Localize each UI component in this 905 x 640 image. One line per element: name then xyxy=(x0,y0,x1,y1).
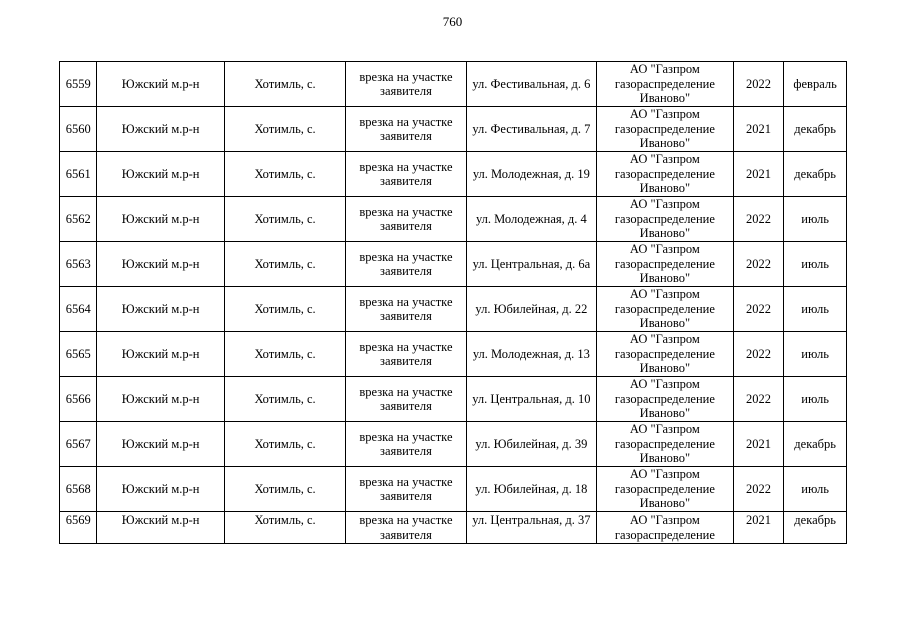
record-number-cell-text: 6559 xyxy=(65,76,91,91)
year-cell xyxy=(733,107,784,152)
locality-cell xyxy=(224,512,345,544)
record-number-cell-text: 6566 xyxy=(65,391,91,406)
year-cell xyxy=(733,512,784,544)
organization-cell-text: АО "Газпром газораспределение Иваново" xyxy=(614,287,715,331)
connection-type-cell-text: врезка на участке заявителя xyxy=(359,114,453,143)
district-cell xyxy=(97,377,224,422)
month-cell-text: февраль xyxy=(793,76,837,91)
address-cell xyxy=(466,512,596,544)
record-number-cell-text: 6561 xyxy=(65,166,91,181)
month-cell-text: июль xyxy=(801,301,829,316)
year-cell xyxy=(733,62,784,107)
organization-cell-text: АО "Газпром газораспределение xyxy=(614,513,715,542)
organization-cell xyxy=(597,422,734,467)
record-number-cell xyxy=(60,377,97,422)
year-cell xyxy=(733,287,784,332)
year-cell xyxy=(733,152,784,197)
record-number-cell xyxy=(60,62,97,107)
connection-type-cell-text: врезка на участке заявителя xyxy=(359,429,453,458)
district-cell-text: Южский м.р-н xyxy=(121,513,200,527)
district-cell-text: Южский м.р-н xyxy=(121,211,200,226)
record-number-cell xyxy=(60,422,97,467)
record-number-cell xyxy=(60,332,97,377)
district-cell xyxy=(97,467,224,512)
record-number-cell-text: 6568 xyxy=(65,481,91,496)
year-cell-text: 2021 xyxy=(745,121,771,136)
connection-type-cell-text: врезка на участке заявителя xyxy=(359,384,453,413)
district-cell xyxy=(97,107,224,152)
district-cell-text: Южский м.р-н xyxy=(121,346,200,361)
record-number-cell xyxy=(60,152,97,197)
connection-type-cell xyxy=(346,467,466,512)
address-cell-text: ул. Юбилейная, д. 18 xyxy=(475,481,588,496)
connection-type-cell xyxy=(346,332,466,377)
year-cell xyxy=(733,242,784,287)
locality-cell-text: Хотимль, с. xyxy=(254,346,316,361)
month-cell-text: июль xyxy=(801,211,829,226)
connection-type-cell-text: врезка на участке заявителя xyxy=(359,474,453,503)
locality-cell xyxy=(224,197,345,242)
organization-cell-text: АО "Газпром газораспределение Иваново" xyxy=(614,107,715,151)
month-cell-text: декабрь xyxy=(794,121,836,136)
address-cell-text: ул. Молодежная, д. 13 xyxy=(472,346,590,361)
connection-type-cell xyxy=(346,242,466,287)
year-cell-text: 2021 xyxy=(745,166,771,181)
address-cell xyxy=(466,377,596,422)
address-cell xyxy=(466,62,596,107)
locality-cell-text: Хотимль, с. xyxy=(254,166,316,181)
district-cell-text: Южский м.р-н xyxy=(121,166,200,181)
month-cell-text: июль xyxy=(801,256,829,271)
district-cell xyxy=(97,422,224,467)
table-row xyxy=(60,242,847,287)
connection-type-cell xyxy=(346,422,466,467)
record-number-cell xyxy=(60,467,97,512)
organization-cell xyxy=(597,62,734,107)
record-number-cell xyxy=(60,197,97,242)
connection-type-cell-text: врезка на участке заявителя xyxy=(359,249,453,278)
address-cell-text: ул. Фестивальная, д. 6 xyxy=(472,76,591,91)
locality-cell xyxy=(224,62,345,107)
year-cell-text: 2022 xyxy=(745,76,771,91)
records-table xyxy=(59,61,847,544)
organization-cell xyxy=(597,107,734,152)
table-row xyxy=(60,512,847,544)
district-cell xyxy=(97,197,224,242)
record-number-cell-text: 6560 xyxy=(65,121,91,136)
locality-cell xyxy=(224,332,345,377)
month-cell-text: июль xyxy=(801,481,829,496)
address-cell-text: ул. Центральная, д. 6а xyxy=(472,256,591,271)
record-number-cell-text: 6569 xyxy=(65,513,91,527)
district-cell-text: Южский м.р-н xyxy=(121,76,200,91)
district-cell-text: Южский м.р-н xyxy=(121,301,200,316)
month-cell-text: июль xyxy=(801,346,829,361)
month-cell-text: декабрь xyxy=(794,166,836,181)
district-cell xyxy=(97,152,224,197)
record-number-cell-text: 6562 xyxy=(65,211,91,226)
month-cell xyxy=(784,422,847,467)
year-cell-text: 2022 xyxy=(745,301,771,316)
locality-cell-text: Хотимль, с. xyxy=(254,513,316,527)
locality-cell xyxy=(224,107,345,152)
locality-cell-text: Хотимль, с. xyxy=(254,481,316,496)
month-cell xyxy=(784,512,847,544)
record-number-cell-text: 6563 xyxy=(65,256,91,271)
year-cell xyxy=(733,467,784,512)
connection-type-cell-text: врезка на участке заявителя xyxy=(359,339,453,368)
year-cell-text: 2021 xyxy=(745,436,771,451)
table-row xyxy=(60,152,847,197)
connection-type-cell-text: врезка на участке заявителя xyxy=(359,513,453,542)
month-cell xyxy=(784,287,847,332)
table-row xyxy=(60,377,847,422)
connection-type-cell xyxy=(346,287,466,332)
locality-cell xyxy=(224,467,345,512)
locality-cell-text: Хотимль, с. xyxy=(254,211,316,226)
organization-cell xyxy=(597,287,734,332)
record-number-cell xyxy=(60,107,97,152)
address-cell-text: ул. Центральная, д. 10 xyxy=(472,391,591,406)
organization-cell xyxy=(597,512,734,544)
year-cell-text: 2022 xyxy=(745,211,771,226)
connection-type-cell-text: врезка на участке заявителя xyxy=(359,69,453,98)
address-cell xyxy=(466,242,596,287)
address-cell xyxy=(466,467,596,512)
record-number-cell-text: 6564 xyxy=(65,301,91,316)
locality-cell-text: Хотимль, с. xyxy=(254,256,316,271)
table-row xyxy=(60,422,847,467)
table-row xyxy=(60,467,847,512)
district-cell xyxy=(97,512,224,544)
address-cell xyxy=(466,287,596,332)
table-row xyxy=(60,287,847,332)
district-cell-text: Южский м.р-н xyxy=(121,436,200,451)
organization-cell-text: АО "Газпром газораспределение Иваново" xyxy=(614,422,715,466)
connection-type-cell xyxy=(346,107,466,152)
connection-type-cell-text: врезка на участке заявителя xyxy=(359,159,453,188)
address-cell xyxy=(466,197,596,242)
year-cell-text: 2022 xyxy=(745,256,771,271)
organization-cell-text: АО "Газпром газораспределение Иваново" xyxy=(614,197,715,241)
district-cell xyxy=(97,242,224,287)
record-number-cell-text: 6567 xyxy=(65,436,91,451)
address-cell-text: ул. Юбилейная, д. 39 xyxy=(475,436,588,451)
address-cell xyxy=(466,332,596,377)
year-cell-text: 2022 xyxy=(745,391,771,406)
table-row xyxy=(60,197,847,242)
locality-cell xyxy=(224,287,345,332)
year-cell-text: 2022 xyxy=(745,346,771,361)
page-number: 760 xyxy=(442,14,463,29)
month-cell-text: июль xyxy=(801,391,829,406)
district-cell-text: Южский м.р-н xyxy=(121,391,200,406)
locality-cell-text: Хотимль, с. xyxy=(254,301,316,316)
table-row xyxy=(60,107,847,152)
organization-cell-text: АО "Газпром газораспределение Иваново" xyxy=(614,377,715,421)
year-cell xyxy=(733,422,784,467)
table-body xyxy=(60,62,847,544)
organization-cell-text: АО "Газпром газораспределение Иваново" xyxy=(614,467,715,511)
year-cell xyxy=(733,197,784,242)
month-cell xyxy=(784,107,847,152)
address-cell-text: ул. Молодежная, д. 19 xyxy=(472,166,590,181)
address-cell-text: ул. Юбилейная, д. 22 xyxy=(475,301,588,316)
district-cell xyxy=(97,287,224,332)
organization-cell xyxy=(597,377,734,422)
address-cell xyxy=(466,107,596,152)
record-number-cell-text: 6565 xyxy=(65,346,91,361)
locality-cell-text: Хотимль, с. xyxy=(254,391,316,406)
locality-cell xyxy=(224,422,345,467)
district-cell xyxy=(97,62,224,107)
table-row xyxy=(60,62,847,107)
organization-cell xyxy=(597,467,734,512)
address-cell-text: ул. Центральная, д. 37 xyxy=(472,513,591,527)
district-cell xyxy=(97,332,224,377)
connection-type-cell xyxy=(346,197,466,242)
month-cell xyxy=(784,467,847,512)
month-cell xyxy=(784,197,847,242)
connection-type-cell xyxy=(346,62,466,107)
connection-type-cell-text: врезка на участке заявителя xyxy=(359,294,453,323)
organization-cell-text: АО "Газпром газораспределение Иваново" xyxy=(614,152,715,196)
month-cell xyxy=(784,62,847,107)
district-cell-text: Южский м.р-н xyxy=(121,121,200,136)
table-row xyxy=(60,332,847,377)
month-cell xyxy=(784,152,847,197)
organization-cell-text: АО "Газпром газораспределение Иваново" xyxy=(614,62,715,106)
year-cell xyxy=(733,377,784,422)
organization-cell xyxy=(597,152,734,197)
record-number-cell xyxy=(60,287,97,332)
connection-type-cell xyxy=(346,512,466,544)
month-cell xyxy=(784,332,847,377)
address-cell xyxy=(466,152,596,197)
address-cell-text: ул. Молодежная, д. 4 xyxy=(475,211,587,226)
connection-type-cell xyxy=(346,377,466,422)
month-cell xyxy=(784,377,847,422)
locality-cell xyxy=(224,377,345,422)
address-cell xyxy=(466,422,596,467)
locality-cell-text: Хотимль, с. xyxy=(254,76,316,91)
organization-cell xyxy=(597,332,734,377)
year-cell-text: 2021 xyxy=(745,513,771,527)
locality-cell xyxy=(224,242,345,287)
year-cell xyxy=(733,332,784,377)
locality-cell-text: Хотимль, с. xyxy=(254,121,316,136)
organization-cell-text: АО "Газпром газораспределение Иваново" xyxy=(614,332,715,376)
connection-type-cell-text: врезка на участке заявителя xyxy=(359,204,453,233)
record-number-cell xyxy=(60,512,97,544)
organization-cell-text: АО "Газпром газораспределение Иваново" xyxy=(614,242,715,286)
organization-cell xyxy=(597,242,734,287)
district-cell-text: Южский м.р-н xyxy=(121,256,200,271)
locality-cell xyxy=(224,152,345,197)
connection-type-cell xyxy=(346,152,466,197)
month-cell-text: декабрь xyxy=(794,513,836,527)
address-cell-text: ул. Фестивальная, д. 7 xyxy=(472,121,591,136)
year-cell-text: 2022 xyxy=(745,481,771,496)
locality-cell-text: Хотимль, с. xyxy=(254,436,316,451)
month-cell xyxy=(784,242,847,287)
organization-cell xyxy=(597,197,734,242)
month-cell-text: декабрь xyxy=(794,436,836,451)
district-cell-text: Южский м.р-н xyxy=(121,481,200,496)
record-number-cell xyxy=(60,242,97,287)
